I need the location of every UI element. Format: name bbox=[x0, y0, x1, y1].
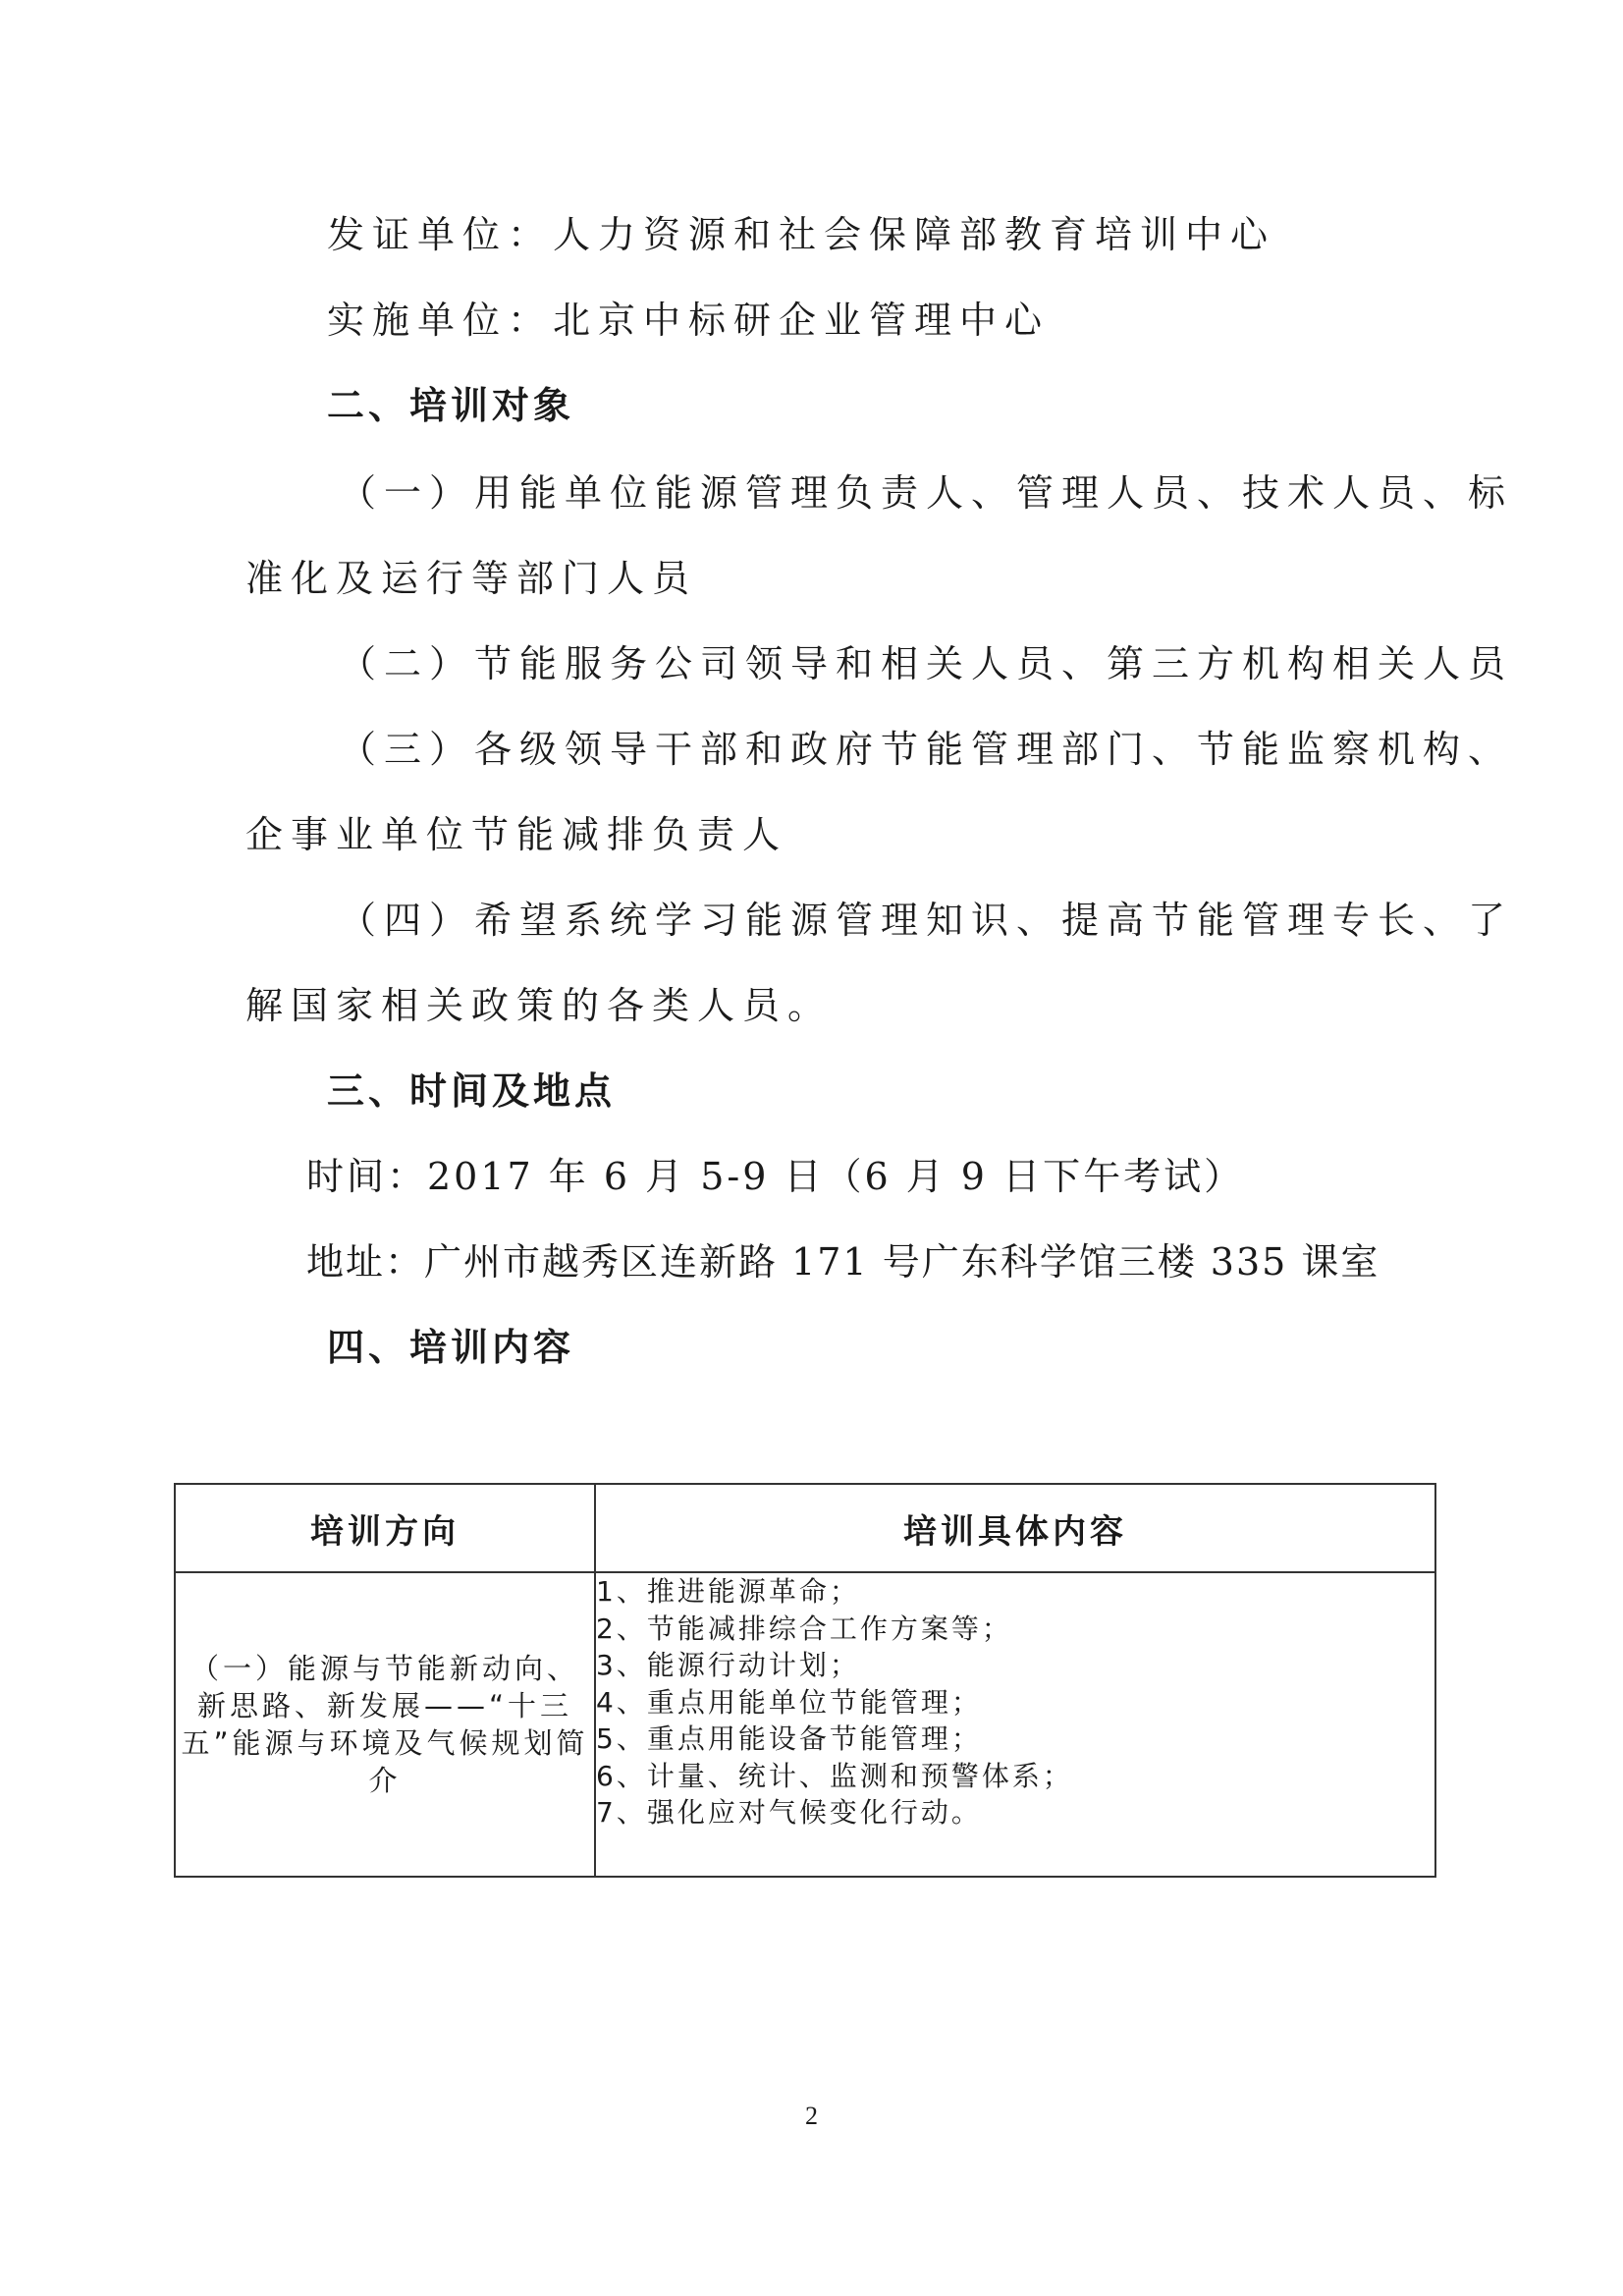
training-content-table bbox=[174, 1483, 1436, 1878]
list-item: 4、重点用能单位节能管理； bbox=[596, 1685, 982, 1719]
issuing-unit: 发证单位：人力资源和社会保障部教育培训中心 bbox=[327, 213, 1276, 256]
target-item-3-continued: 企事业单位节能减排负责人 bbox=[245, 813, 788, 856]
section-heading-time-place: 三、时间及地点 bbox=[327, 1069, 617, 1113]
list-item: 2、节能减排综合工作方案等； bbox=[596, 1612, 1012, 1645]
list-item: 5、重点用能设备节能管理； bbox=[596, 1722, 982, 1755]
target-item-3: （三）各级领导干部和政府节能管理部门、节能监察机构、 bbox=[339, 728, 1514, 771]
page-number: 2 bbox=[805, 2102, 818, 2130]
section-heading-training-content: 四、培训内容 bbox=[327, 1326, 575, 1369]
training-content-list bbox=[596, 1573, 1434, 1831]
implementing-unit: 实施单位：北京中标研企业管理中心 bbox=[327, 299, 1051, 342]
target-item-4: （四）希望系统学习能源管理知识、提高节能管理专长、了 bbox=[339, 899, 1514, 942]
training-address: 地址：广州市越秀区连新路 171 号广东科学馆三楼 335 课室 bbox=[306, 1240, 1380, 1284]
table-row bbox=[175, 1572, 1435, 1877]
target-item-1-continued: 准化及运行等部门人员 bbox=[245, 557, 698, 600]
list-item: 1、推进能源革命； bbox=[596, 1575, 860, 1608]
training-content-cell bbox=[595, 1572, 1435, 1877]
training-time: 时间：2017 年 6 月 5-9 日（6 月 9 日下午考试） bbox=[306, 1155, 1245, 1198]
target-item-2: （二）节能服务公司领导和相关人员、第三方机构相关人员 bbox=[339, 642, 1514, 685]
target-item-4-continued: 解国家相关政策的各类人员。 bbox=[245, 984, 834, 1027]
list-item: 6、计量、统计、监测和预警体系； bbox=[596, 1759, 1073, 1792]
training-direction-cell: （一）能源与节能新动向、新思路、新发展——“十三五”能源与环境及气候规划简介 bbox=[175, 1572, 595, 1877]
list-item: 3、能源行动计划； bbox=[596, 1649, 860, 1681]
column-header-content: 培训具体内容 bbox=[595, 1484, 1435, 1572]
target-item-1: （一）用能单位能源管理负责人、管理人员、技术人员、标 bbox=[339, 471, 1514, 515]
column-header-direction: 培训方向 bbox=[175, 1484, 595, 1572]
section-heading-training-targets: 二、培训对象 bbox=[327, 384, 575, 427]
table-header-row bbox=[175, 1484, 1435, 1572]
list-item: 7、强化应对气候变化行动。 bbox=[596, 1796, 982, 1829]
